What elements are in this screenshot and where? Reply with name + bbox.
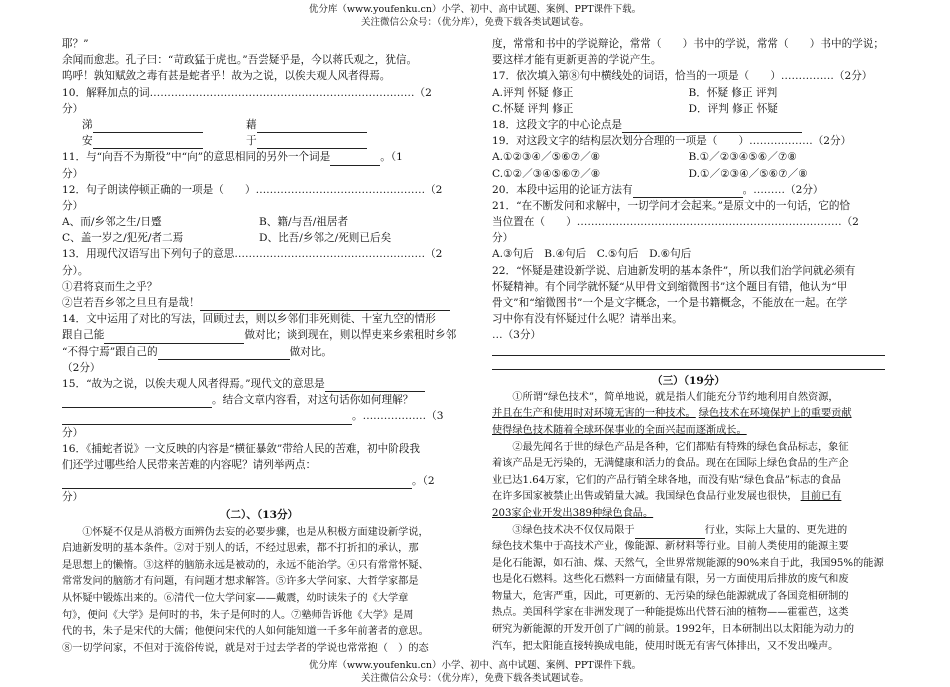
answer-blank[interactable] [62,476,412,489]
q14-text: 做对比。 [289,345,332,358]
answer-blank[interactable] [257,120,367,133]
q14-line [62,327,456,343]
q11-tail: 。（1 [380,151,403,164]
passage-text: ③绿色技术决不仅仅局限于 [492,524,635,536]
question-score: 分） [62,426,84,439]
question-score: 分）。 [62,264,89,277]
q13-2-text: ②岂若吾乡邻之旦旦有是哉！ [62,297,200,309]
q17-option-d[interactable]: D．评判 修正 怀疑 [688,102,778,115]
answer-blank[interactable] [633,185,743,198]
passage-2 [62,525,456,658]
q20-text: 20．本段中运用的论证方法有 [492,183,633,196]
header-line-1: 优分库（www.youfenku.cn）小学、初中、高中试题、案例、PPT课件下载。 [308,4,642,15]
q14-text: 跟自己能 [62,329,105,342]
passage-line [492,406,885,423]
question-20 [492,182,885,198]
passage-line: 是化石能源，如石油、煤、天然气，全世界常规能源的90%来自于此，我国95%的能源 [492,557,884,569]
question-22: 22．“怀疑是建设新学说、启迪新发明的基本条件”，所以我们治学问就必须有 [492,264,856,277]
q17-option-c[interactable]: C.怀疑 评判 修正 [492,102,574,115]
passage-line: 常常发问的脑筋才有问题，有问题才想求解答。⑤许多大学问家、大哲学家都是 [62,576,419,588]
passage-line: 是思想上的懒惰。③这样的脑筋永远是被动的，永远不能治学。④只有常常怀疑、 [62,559,429,571]
answer-blank[interactable] [622,120,802,133]
q14-text: “不得宁焉”跟自己的 [62,345,158,358]
q14-line [62,344,456,360]
underlined-text: 绿色技术在环境保护上的重要贡献 [698,408,852,420]
question-score: 分） [492,232,514,245]
q19-options-row [492,149,885,165]
passage-text: 在许多国家被禁止出售或销量大减。我国绿色食品行业发展也很快， [492,491,798,503]
passage-line: 绿色技术集中于高技术产业，像能源、新材料等行业。目前人类使用的能源主要 [492,541,849,553]
page-footer [0,659,950,685]
answer-blank[interactable] [330,153,380,166]
question-10: 10．解释加点的词…………………………………………………………………（2 [62,86,432,99]
q15-line [62,408,456,424]
q13-sentence-1 [62,279,456,295]
q21-line: 当位置在（ ）…………………………………………………………………（2 [492,216,859,229]
q13-sentence-2 [62,295,456,311]
page-header [0,3,950,29]
passage-line: 耶？” [62,38,89,50]
question-19: 19．对这段文字的结构层次划分合理的一项是（ ）………………（2分） [492,135,852,148]
q10-word: 藉 [245,118,257,131]
q19-option-a[interactable]: A.①②③④／⑤⑥⑦／⑧ [492,151,601,164]
q17-option-a[interactable]: A.评判 怀疑 修正 [492,86,574,99]
passage-line: 研究为新能源的开发开创了广阔的前景。1992年，日本研制出以太阳能为动力的 [492,624,855,636]
q19-option-b[interactable]: B.①／②③④⑤⑥／⑦⑧ [688,151,797,164]
answer-blank[interactable] [93,136,203,149]
q21-options[interactable]: A.③句后 B.④句后 C.⑤句后 D.⑥句后 [492,248,692,261]
answer-blank[interactable] [62,395,212,408]
question-16: 16．《捕蛇者说》一文反映的内容是“横征暴敛”带给人民的苦难，初中阶段我 [62,442,421,455]
passage-line: 业已达1.64万家，它们的产品行销全球各地，而没有贴“绿色食品”标志的食品 [492,474,841,486]
passage-line: 启迪新发明的基本条件。②对于别人的话，不经过思索，都不打折扣的承认，那 [62,543,419,555]
section-2-title: （二）、（13分） [219,509,299,522]
passage-line: 余闻而愈悲。孔子曰：“苛政猛于虎也。”吾尝疑乎是，今以蒋氏观之，犹信。 [62,54,418,67]
q10-row-2 [62,133,456,149]
answer-blank[interactable] [104,331,244,344]
right-column [492,36,885,655]
section-3-title: （三）（19分） [651,374,725,387]
footer-line-2: 关注微信公众号：（优分库），免费下载各类试题试卷。 [360,673,589,684]
answer-blank[interactable] [158,347,290,360]
passage-line: 代的书，朱子是宋代的大儒；他便问宋代的人如何能知道一千多年前著者的意思。 [62,626,429,638]
q14-text: 做对比；谈到现在，则以悍吏来乡索租时乡邻 [244,329,456,342]
q22-line: 怀疑精神。有个同学就怀疑“从甲骨文到缩微图书”这个题目有错，他认为“甲 [492,280,848,293]
left-column [62,36,456,657]
q22-line: 骨文”和“缩微图书”一个是文字概念，一个是书籍概念，不能放在一起。在学 [492,297,848,309]
passage-line: 度，常常和书中的学说辩论，常常（ ）书中的学说，常常（ ）书中的学说； [492,38,884,50]
question-score: 分） [62,199,84,212]
q16-line: 们还学过哪些给人民带来苦难的内容呢？请列举两点： [62,458,317,471]
q19-option-d[interactable]: D.①／②③④／⑤⑥⑦／⑧ [688,167,808,180]
passage-line: 呜呼！孰知赋敛之毒有甚是蛇者乎！故为之说，以俟夫观人风者得焉。 [62,70,391,83]
passage-line: 也是化石燃料。这些化石燃料一方面储量有限，另一方面使用后排放的废气和废 [492,574,849,586]
question-11 [62,149,456,165]
passage-line [492,523,885,540]
q10-word: 涕 [82,118,93,131]
q15-line [62,392,456,408]
underlined-text: 并且在生产和使用时对环境无害的一种技术。 [492,408,696,420]
q15-text: 15．“故为之说，以俟夫观人风者得焉。”现代文的意思是 [62,377,325,390]
question-18 [492,117,885,133]
question-21: 21．“在不断发问和求解中，一切学问才会起来。”是原文中的一句话，它的恰 [492,199,851,212]
passage-line: ①所谓“绿色技术”，简单地说，就是指人们能充分节约地利用自然资源， [492,391,839,403]
q22-line: 习中你有没有怀疑过什么呢？请举出来。 [492,313,683,326]
question-14: 14．文中运用了对比的写法，回顾过去，则以乡邻们非死则徙、十室九空的情形 [62,313,436,326]
underlined-line: 203家企业开发出389种绿色食品。 [492,507,654,519]
question-12: 12．句子朗读停顿正确的一项是（ ）…………………………………………（2 [62,183,443,196]
passage-3 [492,390,885,656]
question-score: 分） [62,491,84,504]
question-17: 17．依次填入第⑧句中横线处的词语，恰当的一项是（ ）……………（2分） [492,70,873,83]
answer-line[interactable] [492,359,885,370]
q12-options-row [62,214,456,230]
question-score: 分） [62,167,84,180]
q10-row-1 [62,117,456,133]
answer-blank[interactable] [635,527,705,539]
passage-line: 汽车，把太阳能直接转换成电能，使用时既无有害气体排出，又不发出噪声。 [492,640,839,652]
question-score: …（3分） [492,329,542,342]
q12-option-a[interactable]: A、而/乡邻之生/日蹙 [62,216,162,229]
passage-line: 要这样才能有更新更善的学说产生。 [492,54,662,67]
q12-option-c[interactable]: C、盖一岁之/犯死/者二焉 [62,232,184,245]
q19-options-row [492,166,885,182]
footer-line-1: 优分库（www.youfenku.cn）小学、初中、高中试题、案例、PPT课件下载。 [308,660,642,671]
passage-line [492,489,885,506]
passage-line: ①怀疑不仅是从消极方面辨伪去妄的必要步骤，也是从积极方面建设新学说， [62,526,429,538]
question-13: 13．用现代汉语写出下列句子的意思………………………………………………（2 [62,248,443,261]
passage-line: 热点。美国科学家在非洲发现了一种能提炼出代替石油的植物——霍霍芭，这类 [492,607,849,619]
passage-line: ⑧一切学问家，不但对于流俗传说，就是对于过去学者的学说也常常抱（ ）的态 [62,642,429,654]
q18-text: 18．这段文字的中心论点是 [492,118,623,131]
answer-blank[interactable] [62,412,352,425]
q17-option-b[interactable]: B．怀疑 修正 评判 [688,86,778,99]
question-15 [62,376,456,392]
q12-option-b[interactable]: B、籍/与吾/祖居者 [259,216,349,229]
q15-text: 。结合文章内容看，对这句话你如何理解？ [212,394,414,407]
underlined-line: 使得绿色技术随着全球环保事业的全面兴起而逐渐成长。 [492,424,747,436]
passage-line: 着该产品是无污染的，无满健康和活力的食品。现在在国际上绿色食品的生产企 [492,458,849,470]
answer-blank[interactable] [257,136,367,149]
q16-line [62,473,456,489]
q10-word: 安 [82,135,93,148]
q12-option-d[interactable]: D、比吾/乡邻之/死则已后矣 [259,232,392,245]
answer-blank[interactable] [325,379,425,392]
passage-line: 从怀疑中锻炼出来的。⑥清代一位大学问家——戴震，幼时读朱子的《大学章 [62,593,409,605]
q10-word: 于 [245,135,257,148]
passage-line: 物量大，危害严重，因此，可更新的、无污染的绿色能源就成了各国竞相研制的 [492,590,849,602]
q19-option-c[interactable]: C.①②／③④⑤⑥⑦／⑧ [492,167,601,180]
question-score: （2分） [62,361,101,374]
header-line-2: 关注微信公众号：（优分库），免费下载各类试题试卷。 [360,17,589,28]
q15-text: 。………………（3 [352,410,444,423]
underlined-text: 目前已有 [800,491,842,503]
answer-line[interactable] [492,345,885,356]
passage-line: 句》，便问《大学》是何时的书，朱子是何时的人。⑦塾师告诉他《大学》是周 [62,609,414,621]
passage-line: ②最先闻名于世的绿色产品是各种，它们都贴有特殊的绿色食品标志，象征 [492,441,849,453]
q20-tail: 。………（2分） [742,183,824,196]
question-score: 分） [62,102,84,115]
answer-blank[interactable] [93,120,203,133]
q17-options-row [492,101,885,117]
q11-text: 11．与“向吾不为斯役”中“向”的意思相同的另外一个词是 [62,151,331,164]
q17-options-row [492,85,885,101]
answer-blank[interactable] [200,298,450,311]
q16-text: 。（2 [412,475,435,488]
passage-text: 行业，实际上大量的、更先进的 [704,524,848,536]
q13-1-text: ①君将哀而生之乎？ [62,280,158,293]
q12-options-row [62,230,456,246]
